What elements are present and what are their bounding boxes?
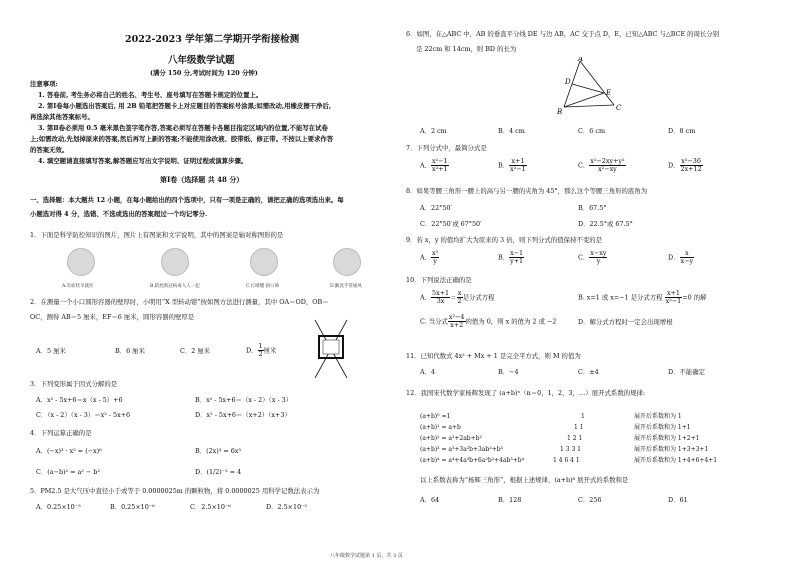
q4-option-d: D．(1/2)⁻² = 4 — [195, 468, 242, 476]
page-footer: 八年级数学试题第 1 页，共 3 页 — [330, 553, 403, 559]
q6-option-c: C．6 cm — [578, 127, 606, 135]
q3-option-d: D．x² - 5x+6＝（x+2）（x+3） — [195, 411, 291, 419]
exam-info: (满分 150 分,考试时间为 120 分钟) — [150, 69, 258, 77]
q10-option-b: B. x=1 或 x=−1 是分式方程 $\frac{x+1}{\text{x²−1}}$ =0 的解 — [578, 289, 707, 306]
q12-text: 12．我国宋代数学家杨辉发现了 (a+b)ⁿ（n＝0，1，2，3，…）展开式系数的规律: — [406, 389, 646, 397]
q8-option-b: B．67.5° — [578, 204, 607, 212]
q6-option-d: D．8 cm — [668, 127, 696, 135]
q2-line2: OC，测得 AB＝5 厘米，EF＝6 厘米，圆形容器的壁厚是 — [30, 313, 195, 321]
q5-option-a: A．0.25×10⁻⁵ — [36, 503, 81, 511]
q2-option-a: A．5 厘米 — [36, 347, 66, 355]
q12-row-3: (a+b)³ = a³+3a²b+3ab²+b³ — [420, 446, 503, 453]
q6-option-b: B．4 cm — [498, 127, 525, 135]
sneeze-icon — [250, 248, 278, 276]
q10-option-d: D．解分式方程时一定会出现增根 — [578, 318, 673, 326]
exam-subject: 八年级数学试题 — [168, 55, 235, 66]
q12-option-d: D．61 — [668, 496, 688, 504]
q6-option-a: A．2 cm — [420, 127, 447, 135]
q4-option-a: A．(−x)³ · x³ = (−x)⁶ — [36, 447, 102, 455]
q1-caption-b: B.防控新冠病毒人人一起 — [150, 284, 200, 289]
q10-option-a: A． $\frac{5x+1}{3x}$ ＝ $\frac{x}{2}$ 是分式方程 — [420, 289, 495, 306]
q11-option-b: B．−4 — [498, 368, 519, 376]
q1-text: 1．下面是科学防控知识的图片，图片上有图案和文字说明，其中的图案是轴对称图形的是 — [30, 231, 284, 239]
left-column — [30, 0, 390, 565]
q9-option-c: C． $\frac{x-xy}{y}$ — [578, 249, 607, 266]
q1-caption-c: C.打喷嚏 捂口鼻 — [246, 284, 280, 289]
notice-3c: 的答案无效。 — [30, 146, 69, 154]
right-column — [406, 0, 772, 565]
q3-option-c: C．（x - 2）（x - 3）＝x² - 5x+6 — [36, 411, 131, 419]
q7-option-a: A． $\frac{\text{x²−1}}{\text{x²+1}}$ — [420, 157, 448, 174]
q12-row-4: (a+b)⁴ = a⁴+4a³b+6a²b²+4ab³+b⁴ — [420, 457, 525, 464]
q5-text: 5．PM2.5 是大气压中直径小于或等于 0.0000025m 的颗粒物，将 0.0000025 用科学记数法表示为 — [30, 487, 320, 495]
q12-option-b: B．128 — [498, 496, 522, 504]
q12-tri-2: 1 2 1 — [567, 435, 583, 442]
q10-text: 10．下列说法正确的是 — [406, 276, 472, 284]
notice-2: 2. 第Ⅰ卷每小题选出答案后, 用 2B 铅笔把答题卡上对应题目的答案标号涂黑;如需改动,用橡皮擦干净后, — [38, 102, 332, 110]
q9-text: 9．若 x，y 的值均扩大为原来的 3 倍，则下列分式的值保持不变的是 — [406, 236, 603, 244]
q1-caption-a: A.有症状早就医 — [62, 284, 94, 289]
q12-sum-0: 展开后系数和为 1 — [634, 413, 682, 420]
q8-option-d: D．22.5°或 67.5° — [578, 220, 633, 228]
q7-option-c: C． $\frac{\text{x²−2xy+y²}}{\text{x²−xy}}$ — [578, 157, 625, 174]
notice-3: 3. 第Ⅱ卷必须用 0.5 毫米黑色签字笔作答,答案必须写在答题卡各题目指定区域内的位置,不能写在试卷 — [38, 124, 328, 132]
q5-option-d: D．2.5×10⁻⁵ — [266, 503, 308, 511]
q4-text: 4．下列运算正确的是 — [30, 429, 92, 437]
q2-option-c: C．2 厘米 — [180, 347, 211, 355]
label-d: D — [565, 78, 571, 86]
q1-caption-d: D.勤洗手常通风 — [330, 284, 362, 289]
label-b: B — [557, 108, 563, 116]
notice-1: 1. 答卷前, 考生务必将自己的姓名、考生号、座号填写在答题卡规定的位置上。 — [38, 91, 263, 99]
q12-tri-3: 1 3 3 1 — [560, 446, 581, 453]
virus-hands-icon — [161, 248, 189, 276]
handwash-icon — [333, 248, 361, 276]
q12-option-c: C．256 — [578, 496, 602, 504]
q10-option-c: C. 当分式 $\frac{\text{x²−4}}{x+2}$ 的值为 0，则 x 的值为 2 或 −2 — [420, 313, 557, 330]
q12-tri-1: 1 1 — [574, 424, 584, 431]
q12-tri-4: 1 4 6 4 1 — [553, 457, 580, 464]
notice-3b: 上;如需改动,先划掉原来的答案,然后再写上新的答案;不能使用涂改液、胶带纸、修正带。不按以上要求作答 — [30, 135, 334, 143]
q9-option-b: B． $\frac{x-1}{y+1}$ — [498, 249, 524, 266]
q2-option-d: D． $\frac{1}{2}$ 厘米 — [246, 342, 277, 359]
q7-text: 7．下列分式中，最简分式是 — [406, 144, 487, 152]
part1-heading: 第Ⅰ卷（选择题 共 48 分） — [160, 175, 244, 184]
notice-heading: 注意事项: — [30, 80, 58, 88]
q12-sum-4: 展开后系数和为 1+4+6+4+1 — [634, 457, 718, 464]
q7-option-b: B． $\frac{x+1}{\text{x²−1}}$ — [498, 157, 526, 174]
q7-option-d: D． $\frac{\text{x²−36}}{2x+12}$ — [668, 157, 702, 174]
q12-row-1: (a+b)¹ = a+b — [420, 424, 461, 431]
q5-option-b: B．0.25×10⁻⁶ — [110, 503, 155, 511]
exam-title: 2022-2023 学年第二学期开学衔接检测 — [125, 34, 300, 45]
caliper-figure — [307, 318, 355, 380]
q4-option-c: C．(a−b)² = a² − b² — [36, 468, 100, 476]
q12-sum-3: 展开后系数和为 1+3+3+1 — [634, 446, 709, 453]
q11-option-d: D．不能确定 — [668, 368, 706, 376]
q2-option-b: B．6 厘米 — [115, 347, 145, 355]
q12-sum-1: 展开后系数和为 1+1 — [634, 424, 691, 431]
q12-tail: 以上系数表称为“杨辉三角形”，根据上述规律，(a+b)⁸ 展开式的系数和是 — [420, 476, 629, 484]
stethoscope-icon — [67, 248, 95, 276]
label-c: C — [616, 104, 622, 112]
q9-option-d: D． $\frac{x}{x-y}$ — [668, 249, 694, 266]
section1-line2: 小题选对得 4 分，选错、不选或选出的答案超过一个均记零分. — [30, 210, 208, 218]
label-e: E — [606, 89, 612, 97]
q12-row-2: (a+b)² = a²+2ab+b² — [420, 435, 482, 442]
q12-tri-0: 1 — [581, 413, 585, 420]
notice-4: 4. 填空题请直接填写答案,解答题应写出文字说明、证明过程或演算步骤。 — [38, 157, 248, 165]
label-a: A — [578, 57, 584, 63]
triangle-figure — [556, 57, 626, 117]
q3-option-b: B．x² - 5x+6＝（x - 2）（x - 3） — [195, 396, 293, 404]
q8-text: 8．如果等腰三角形一腰上的高与另一腰的夹角为 45°，那么这个等腰三角形的底角为 — [406, 187, 648, 195]
q11-text: 11．已知代数式 4x² + Mx + 1 是完全平方式，则 M 的值为 — [406, 352, 581, 360]
q11-option-a: A．4 — [420, 368, 436, 376]
notice-2b: 再选涂其他答案标号。 — [30, 113, 94, 121]
q5-option-c: C．2.5×10⁻⁶ — [190, 503, 231, 511]
q3-text: 3．下列变形属于因式分解的是 — [30, 380, 118, 388]
q6-line1: 6．如图，在△ABC 中，AB 的垂直平分线 DE 与边 AB，AC 交于点 D，E，已知△ABC 与△BCE 的周长分别 — [406, 30, 720, 38]
q6-line2: 是 22cm 和 14cm，则 BD 的长为 — [416, 45, 517, 53]
q4-option-b: B．(2x)³ = 6x³ — [195, 447, 241, 455]
q8-option-c: C．22°50′或 67°50′ — [420, 220, 482, 228]
q11-option-c: C．±4 — [578, 368, 599, 376]
q12-option-a: A．64 — [420, 496, 440, 504]
q3-option-a: A．x² - 5x+6＝x（x - 5）+6 — [36, 396, 123, 404]
q2-line1: 2．在测量一个小口圆形容器的壁厚时，小明用“X 型转动钳”按如图方法进行测量，其中 OA＝OD，OB＝ — [30, 298, 329, 306]
q12-sum-2: 展开后系数和为 1+2+1 — [634, 435, 700, 442]
q8-option-a: A．22°50′ — [420, 204, 452, 212]
q12-row-0: (a+b)⁰ =1 — [420, 413, 451, 420]
q9-option-a: A． $\frac{\text{x²}}{y}$ — [420, 249, 439, 266]
section1-line1: 一、选择题：本大题共 12 小题，在每小题给出的四个选项中，只有一项是正确的，请把正确的选项选出来。每 — [30, 196, 344, 204]
